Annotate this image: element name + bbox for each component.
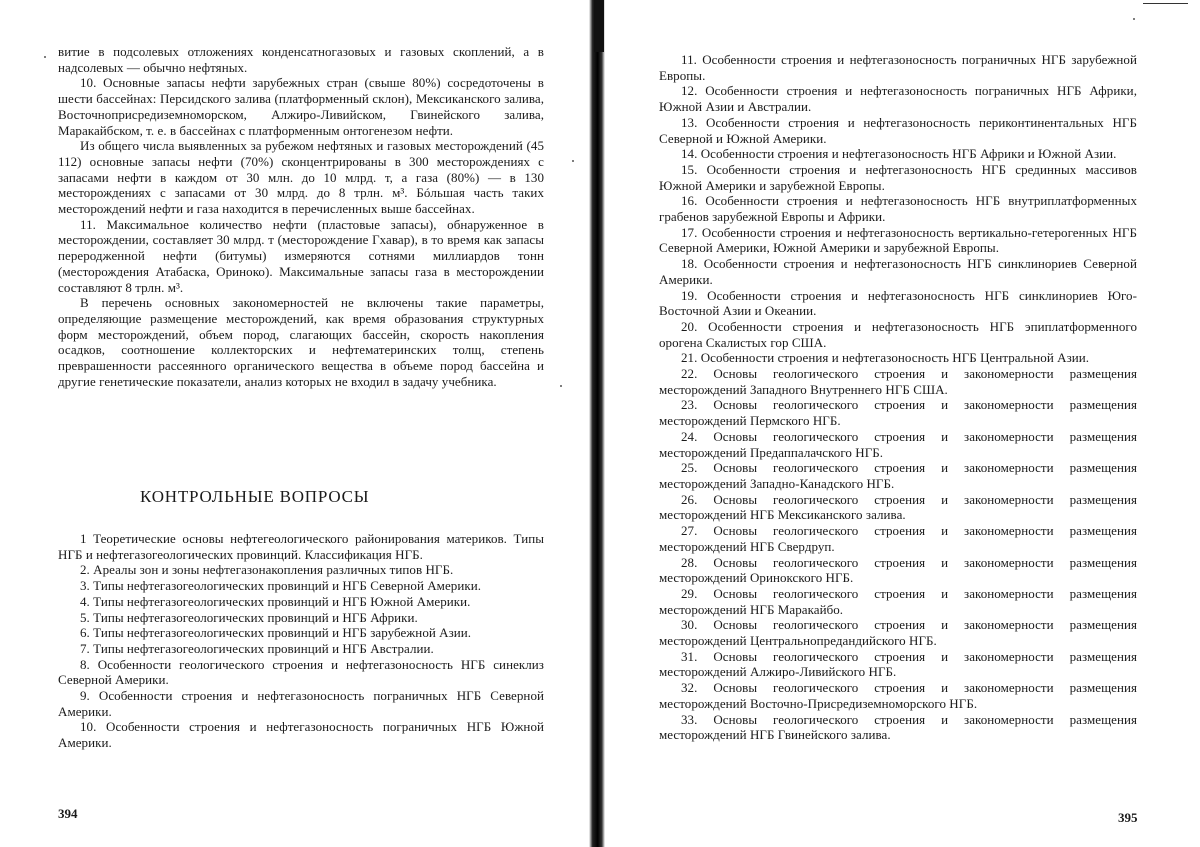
question-item: 10. Особенности строения и нефтегазоносность пограничных НГБ Южной Америки. [58, 719, 544, 751]
paragraph: 11. Максимальное количество нефти (пластовые запасы), обнаруженное в месторождении, составляет 30 млрд. т (месторождение Гхавар), в то время как запасы переродженной нефти (битумы) измеряются сотнями миллиардов тонн (месторождения Атабаска, Ориноко). Максимальные запасы газа в месторождении составляют 8 трлн. м³. [58, 216, 544, 295]
question-item: 21. Особенности строения и нефтегазоносность НГБ Центральной Азии. [681, 350, 1090, 366]
question-item: 8. Особенности геологического строения и нефтегазоносность НГБ синеклиз Северной Америки. [58, 656, 544, 688]
question-item: 16. Особенности строения и нефтегазоносность НГБ внутриплатформенных грабенов зарубежной Европы и Африки. [659, 193, 1137, 225]
question-item: 18. Особенности строения и нефтегазоносность НГБ синклинориев Северной Америки. [659, 256, 1137, 287]
left-page-body [58, 44, 544, 389]
question-item: 29. Основы геологического строения и закономерности размещения месторождений НГБ Маракайбо. [659, 585, 1137, 617]
page-number: 394 [58, 806, 78, 821]
question-item: 32. Основы геологического строения и закономерности размещения месторождений Восточно-Присредиземноморского НГБ. [659, 680, 1137, 711]
question-item: 27. Основы геологического строения и закономерности размещения месторождений НГБ Свердруп. [659, 523, 1137, 554]
question-item: 3. Типы нефтегазогеологических провинций и НГБ Северной Америки. [80, 578, 482, 594]
question-item: 13. Особенности строения и нефтегазоносность периконтинентальных НГБ Северной и Южной Америки. [659, 114, 1137, 146]
paragraph: витие в подсолевых отложениях конденсатногазовых и газовых скоплений, а в надсолевых — обычно нефтяных. [58, 44, 544, 75]
right-question-list [659, 52, 1137, 743]
question-item: 14. Особенности строения и нефтегазоносность НГБ Африки и Южной Азии. [681, 146, 1117, 162]
page-number: 395 [1118, 810, 1138, 825]
question-item: 33. Основы геологического строения и закономерности размещения месторождений НГБ Гвинейского залива. [659, 711, 1137, 743]
question-item: 5. Типы нефтегазогеологических провинций и НГБ Африки. [80, 609, 418, 625]
question-item: 7. Типы нефтегазогеологических провинций и НГБ Австралии. [80, 640, 434, 656]
question-item: 25. Основы геологического строения и закономерности размещения месторождений Западно-Канадского НГБ. [659, 460, 1137, 491]
question-item: 17. Особенности строения и нефтегазоносность вертикально-гетерогенных НГБ Северной Америки, Южной Америки и зарубежной Европы. [659, 224, 1137, 256]
question-item: 1 Теоретические основы нефтегеологического районирования материков. Типы НГБ и нефтегазогеологических провинций. Классификация НГБ. [58, 531, 544, 562]
question-item: 6. Типы нефтегазогеологических провинций и НГБ зарубежной Азии. [80, 625, 472, 641]
question-item: 20. Особенности строения и нефтегазоносность НГБ эпиплатформенного орогена Скалистых гор США. [659, 318, 1137, 350]
right-page [603, 0, 1200, 847]
question-item: 26. Основы геологического строения и закономерности размещения месторождений НГБ Мексиканского залива. [659, 491, 1137, 523]
question-item: 2. Ареалы зон и зоны нефтегазонакопления различных типов НГБ. [80, 562, 454, 578]
paragraph: Из общего числа выявленных за рубежом нефтяных и газовых месторождений (45 112) основные запасы нефти (70%) сконцентрированы в 300 месторождениях с запасами нефти в каждом от 30 млн. до 10 млрд. т, а газа (80%) — в 130 месторождениях с запасами от 30 млрд. до 8 трлн. м³. Бóльшая часть таких месторождений нефти и газа находится в перечисленных выше бассейнах. [58, 138, 544, 217]
question-item: 28. Основы геологического строения и закономерности размещения месторождений Оринокского НГБ. [659, 554, 1137, 586]
left-page [0, 0, 590, 847]
question-item: 23. Основы геологического строения и закономерности размещения месторождений Пермского НГБ. [659, 397, 1137, 429]
question-item: 9. Особенности строения и нефтегазоносность пограничных НГБ Северной Америки. [58, 688, 544, 719]
paragraph: 10. Основные запасы нефти зарубежных стран (свыше 80%) сосредоточены в шести бассейнах: Персидского залива (платформенный склон), Мексиканского залива, Восточноприсредиземноморском, Алжиро-Ливийском, Гвинейского залива, Маракайбском, т. е. в бассейнах с платформенным онтогенезом нефти. [58, 75, 544, 138]
question-item: 22. Основы геологического строения и закономерности размещения месторождений Западного Внутреннего НГБ США. [659, 366, 1137, 397]
question-item: 15. Особенности строения и нефтегазоносность НГБ срединных массивов Южной Америки и зарубежной Европы. [659, 161, 1137, 193]
question-item: 19. Особенности строения и нефтегазоносность НГБ синклинориев Юго-Восточной Азии и Океании. [659, 287, 1137, 319]
question-item: 11. Особенности строения и нефтегазоносность пограничных НГБ зарубежной Европы. [659, 52, 1137, 83]
paragraph: В перечень основных закономерностей не включены такие параметры, определяющие размещение месторождений, как время образования структурных форм месторождений, объем пород, слагающих бассейн, скорость накопления осадков, соотношение коллекторских и нефтематеринских толщ, степень преврашенности рассеянного органического вещества в объеме пород бассейна и другие генетические показатели, анализ которых не входил в задачу учебника. [58, 295, 544, 389]
left-question-list [58, 531, 544, 751]
question-item: 4. Типы нефтегазогеологических провинций и НГБ Южной Америки. [80, 593, 471, 609]
question-item: 30. Основы геологического строения и закономерности размещения месторождений Центральнопредандийского НГБ. [659, 617, 1137, 649]
section-title: КОНТРОЛЬНЫЕ ВОПРОСЫ [140, 487, 370, 506]
question-item: 24. Основы геологического строения и закономерности размещения месторождений Предаппалачского НГБ. [659, 428, 1137, 460]
question-item: 12. Особенности строения и нефтегазоносность пограничных НГБ Африки, Южной Азии и Австралии. [659, 83, 1137, 115]
question-item: 31. Основы геологического строения и закономерности размещения месторождений Алжиро-Ливийского НГБ. [659, 648, 1137, 680]
